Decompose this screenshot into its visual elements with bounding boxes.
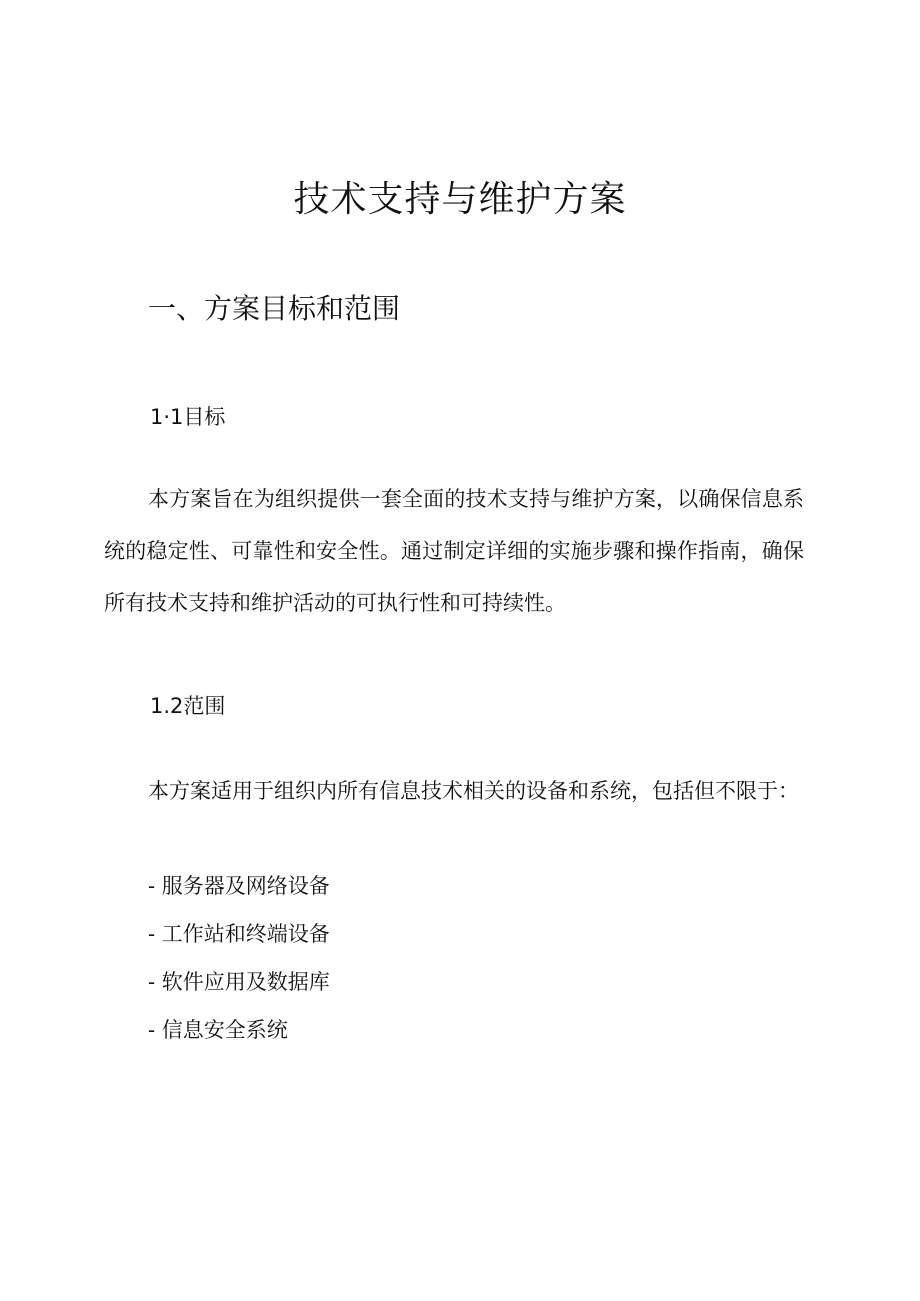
list-item: - 工作站和终端设备 bbox=[148, 922, 330, 946]
list-item: - 服务器及网络设备 bbox=[148, 874, 330, 898]
scope-list bbox=[148, 862, 330, 1054]
scope-paragraph: 本方案适用于组织内所有信息技术相关的设备和系统，包括但不限于： bbox=[148, 779, 799, 803]
document-title: 技术支持与维护方案 bbox=[293, 179, 627, 220]
subsection-heading-scope: 1.2范围 bbox=[150, 694, 226, 718]
section-heading: 一、方案目标和范围 bbox=[148, 292, 401, 325]
list-item: - 信息安全系统 bbox=[148, 1018, 288, 1042]
list-item: - 软件应用及数据库 bbox=[148, 970, 330, 994]
subsection-heading-goal: 1·1目标 bbox=[150, 405, 226, 429]
goal-paragraph: 本方案旨在为组织提供一套全面的技术支持与维护方案，以确保信息系统的稳定性、可靠性和安全性。通过制定详细的实施步骤和操作指南，确保所有技术支持和维护活动的可执行性和可持续性。 bbox=[104, 487, 804, 615]
